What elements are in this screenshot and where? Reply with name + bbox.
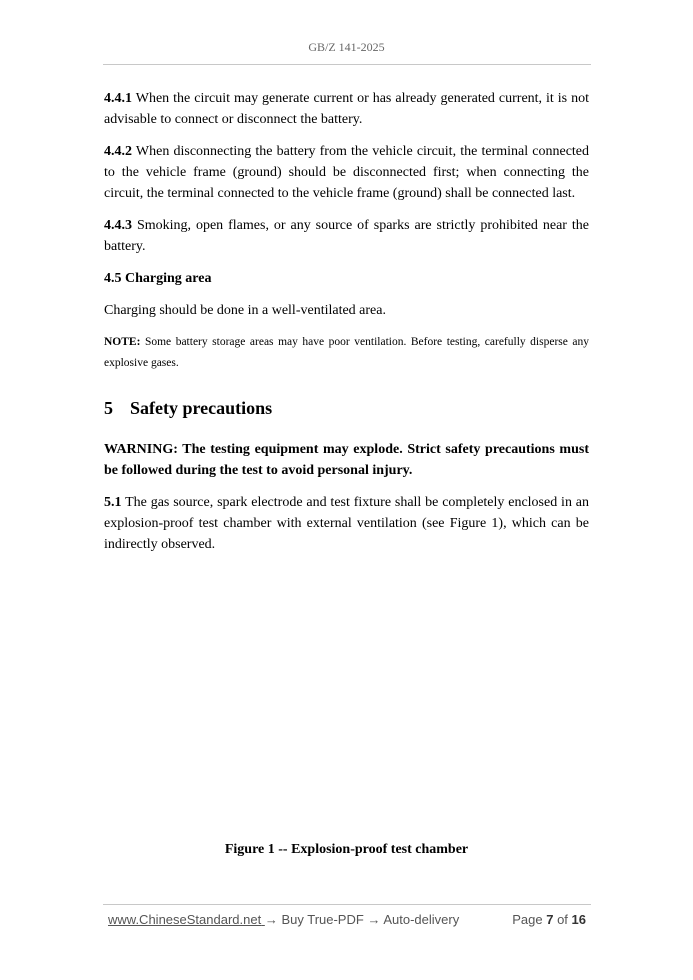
clause-4-5-text: Charging should be done in a well-ventilated area. xyxy=(104,303,386,318)
footer-promo xyxy=(108,912,459,927)
section-5-heading xyxy=(104,396,589,420)
clause-4-4-1 xyxy=(104,88,589,130)
clause-4-4-3 xyxy=(104,215,589,257)
clause-number: 5.1 xyxy=(104,495,122,510)
arrow-right-icon: → xyxy=(367,912,381,927)
footer-divider xyxy=(103,904,591,905)
note-text: Some battery storage areas may have poor ventilation. Before testing, carefully disperse any explosive gases. xyxy=(104,336,590,369)
clause-4-5-heading: 4.5 Charging area xyxy=(104,271,212,286)
page-counter xyxy=(512,912,586,927)
section-number: 5 xyxy=(104,398,113,418)
page-label: Page xyxy=(512,912,543,927)
clause-text: When disconnecting the battery from the vehicle circuit, the terminal connected to the vehicle frame (ground) should be disconnected first; when connecting the circuit, the terminal connected to the vehicle frame (ground) shall be connected last. xyxy=(104,144,590,201)
figure-caption: Figure 1 -- Explosion-proof test chamber xyxy=(224,842,469,857)
section-title: Safety precautions xyxy=(130,398,273,418)
page-number: 7 xyxy=(546,912,554,927)
arrow-right-icon: → xyxy=(264,912,278,927)
warning-text: WARNING: The testing equipment may explode. Strict safety precautions must be followed during the test to avoid personal injury. xyxy=(104,442,589,478)
header-divider xyxy=(103,64,591,65)
note-label: NOTE: xyxy=(104,336,141,348)
of-label: of xyxy=(557,912,568,927)
auto-delivery-text: Auto-delivery xyxy=(383,912,460,927)
clause-number: 4.4.3 xyxy=(104,218,132,233)
page-total: 16 xyxy=(571,912,586,927)
clause-4-4-2 xyxy=(104,141,589,204)
document-id: GB/Z 141-2025 xyxy=(308,40,385,54)
clause-text: The gas source, spark electrode and test fixture shall be completely enclosed in an explosion-proof test chamber with external ventilation (see Figure 1), which can be indirectly observed. xyxy=(104,495,590,552)
clause-text: When the circuit may generate current or has already generated current, it is not advisable to connect or disconnect the battery. xyxy=(104,91,590,127)
running-header xyxy=(0,40,693,55)
buy-pdf-text: Buy True-PDF xyxy=(281,912,364,927)
clause-number: 4.4.2 xyxy=(104,144,132,159)
clause-text: Smoking, open flames, or any source of sparks are strictly prohibited near the battery. xyxy=(104,218,590,254)
figure-1-placeholder xyxy=(104,538,589,828)
note xyxy=(104,332,589,374)
site-link[interactable]: www.ChineseStandard.net xyxy=(108,912,262,927)
clause-number: 4.4.1 xyxy=(104,91,132,106)
page-body xyxy=(104,88,589,566)
